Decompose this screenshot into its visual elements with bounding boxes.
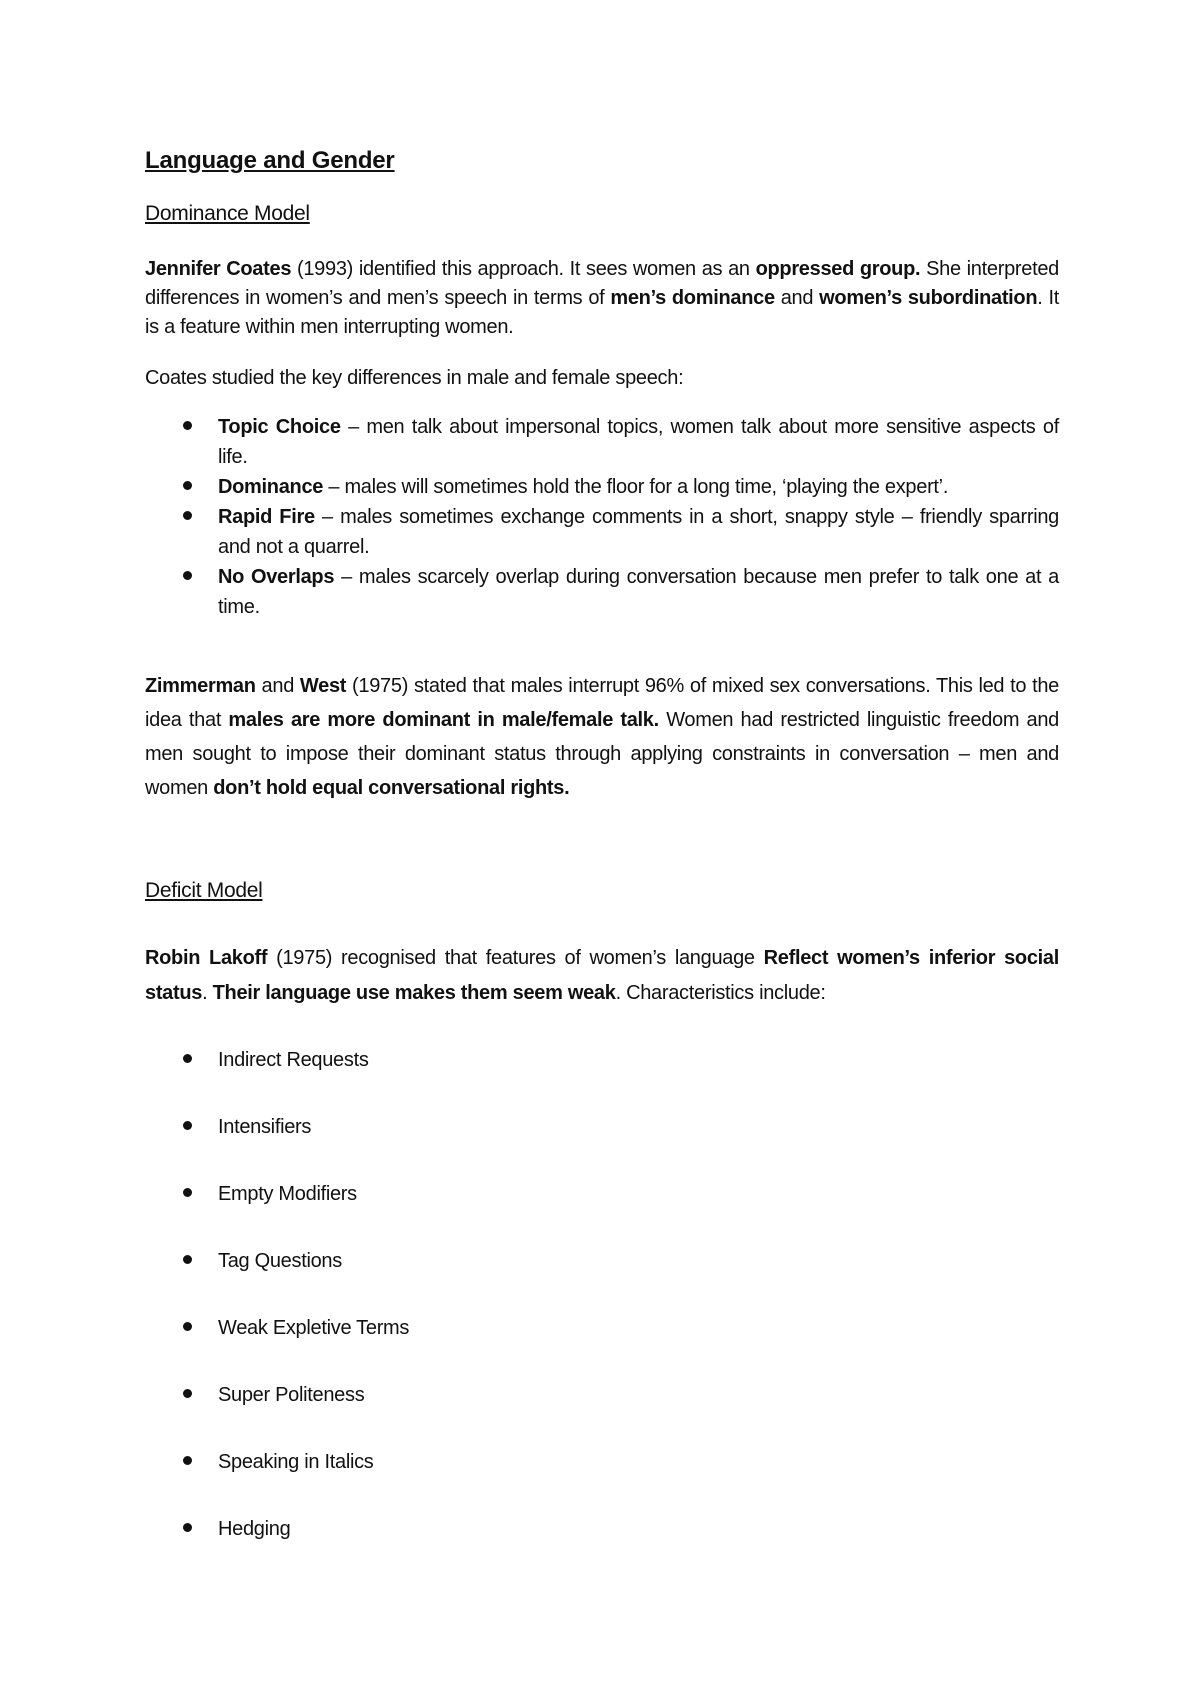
bold-text: men’s dominance — [610, 287, 775, 309]
bold-text: don’t hold equal conversational rights. — [213, 777, 570, 799]
coates-paragraph — [145, 255, 1059, 342]
bullet-term: Topic Choice — [218, 416, 341, 438]
bullet-text: – males scarcely overlap during conversation because men prefer to talk one at a time. — [218, 566, 1059, 618]
bullet-icon — [183, 1322, 192, 1331]
bullet-icon — [183, 481, 192, 490]
list-item-label: Empty Modifiers — [218, 1183, 357, 1205]
bullet-text: – males sometimes exchange comments in a short, snappy style – friendly sparring and not a quarrel. — [218, 506, 1059, 558]
bold-text: women’s subordination — [819, 287, 1038, 309]
text: and — [255, 675, 300, 697]
zimmerman-west-paragraph — [145, 669, 1059, 805]
list-item-label: Speaking in Italics — [218, 1451, 374, 1473]
bold-text: Robin Lakoff — [145, 947, 268, 969]
bold-text: Reflect women’s inferior social status — [145, 947, 1059, 1004]
bullet-icon — [183, 421, 192, 430]
deficit-model-heading: Deficit Model — [145, 879, 263, 902]
list-item — [145, 1045, 1059, 1075]
bullet-icon — [183, 1456, 192, 1465]
coates-lead-paragraph: Coates studied the key differences in male and female speech: — [145, 367, 684, 389]
bullet-term: Rapid Fire — [218, 506, 315, 528]
list-item — [145, 1380, 1059, 1410]
text: . Characteristics include: — [615, 982, 826, 1004]
bullet-term: No Overlaps — [218, 566, 335, 588]
list-item — [145, 1179, 1059, 1209]
page-title: Language and Gender — [145, 147, 395, 174]
list-item-label: Tag Questions — [218, 1250, 342, 1272]
bullet-icon — [183, 1523, 192, 1532]
lakoff-characteristics-list — [145, 1045, 1059, 1544]
list-item-label: Super Politeness — [218, 1384, 365, 1406]
text: (1993) identified this approach. It sees women as an — [291, 258, 756, 280]
bullet-icon — [183, 1389, 192, 1398]
list-item — [145, 1447, 1059, 1477]
text: She interpreted differences in women’s and men’s speech in terms of — [145, 258, 1059, 309]
bold-text: males are more dominant in male/female talk. — [228, 709, 659, 731]
bullet-icon — [183, 511, 192, 520]
list-item-label: Weak Expletive Terms — [218, 1317, 410, 1339]
bold-text: West — [299, 675, 347, 697]
bullet-icon — [183, 571, 192, 580]
text: . It is a feature within men interrupting women. — [145, 287, 1059, 338]
bullet-icon — [183, 1121, 192, 1130]
text: and — [774, 287, 820, 309]
list-item-label: Indirect Requests — [218, 1049, 369, 1071]
bullet-icon — [183, 1054, 192, 1063]
bullet-term: Dominance — [218, 476, 324, 498]
text: . — [202, 982, 213, 1004]
list-item-label: Hedging — [218, 1518, 291, 1540]
text: (1975) recognised that features of women’s language — [267, 947, 764, 969]
list-item — [145, 1246, 1059, 1276]
document-page — [145, 0, 1059, 1698]
bullet-text: – men talk about impersonal topics, women talk about more sensitive aspects of life. — [218, 416, 1060, 468]
bullet-icon — [183, 1188, 192, 1197]
list-item — [145, 1514, 1059, 1544]
bold-text: oppressed group. — [755, 258, 921, 280]
coates-bullet-list — [145, 412, 1059, 622]
lakoff-paragraph — [145, 941, 1059, 1011]
bold-text: Zimmerman — [145, 675, 256, 697]
bullet-icon — [183, 1255, 192, 1264]
list-item — [145, 472, 1059, 502]
bold-text: Jennifer Coates — [145, 258, 292, 280]
list-item — [145, 562, 1059, 622]
list-item — [145, 1313, 1059, 1343]
text: (1975) stated that males interrupt 96% of mixed sex conversations. This led to the idea that — [145, 675, 1059, 731]
list-item — [145, 412, 1059, 472]
list-item-label: Intensifiers — [218, 1116, 312, 1138]
dominance-model-heading: Dominance Model — [145, 202, 310, 225]
bullet-text: – males will sometimes hold the floor for a long time, ‘playing the expert’. — [323, 476, 949, 498]
list-item — [145, 502, 1059, 562]
text: Women had restricted linguistic freedom and men sought to impose their dominant status through applying constraints in conversation – men and women — [145, 709, 1059, 799]
list-item — [145, 1112, 1059, 1142]
bold-text: Their language use makes them seem weak — [212, 982, 616, 1004]
